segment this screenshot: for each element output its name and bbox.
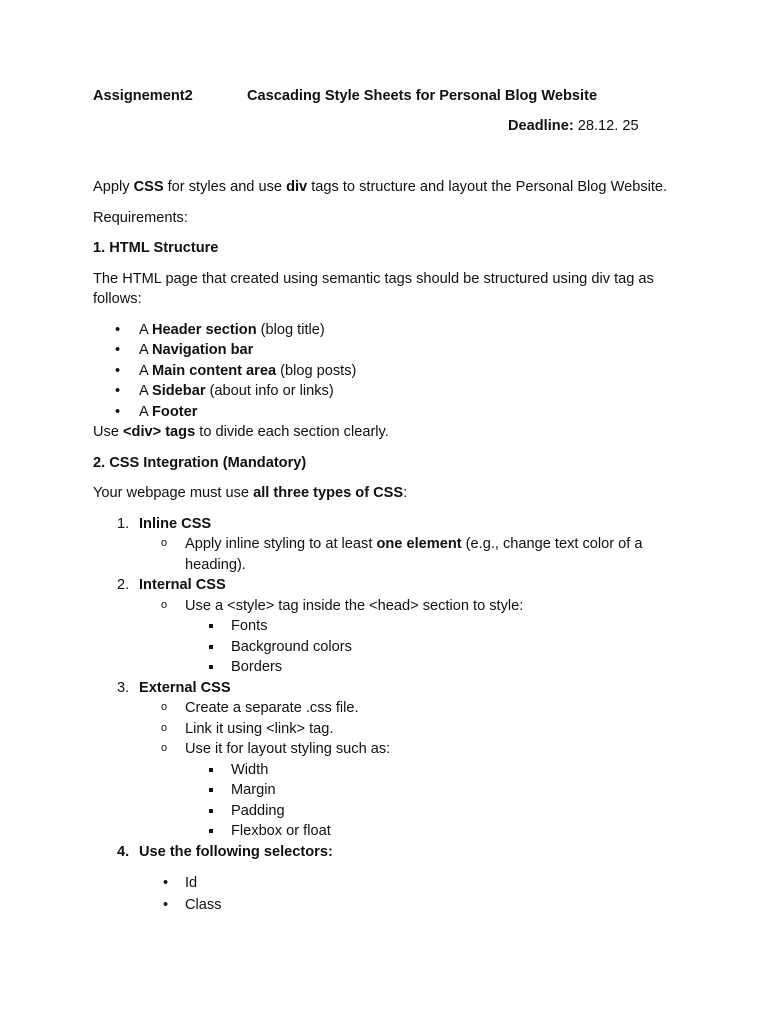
structure-list <box>93 320 693 423</box>
list-item: • A Main content area (blog posts) <box>93 361 693 382</box>
list-item: • A Footer <box>93 402 693 423</box>
list-item: • A Header section (blog title) <box>93 320 693 341</box>
deadline-row <box>93 116 693 136</box>
list-item: • Class <box>93 894 693 916</box>
list-item-selectors <box>93 842 693 863</box>
list-number: 4. <box>117 843 130 860</box>
list-item-inline-css <box>93 514 693 576</box>
sub-sub-list <box>185 616 693 678</box>
list-item-title: Inline CSS <box>139 515 212 532</box>
list-item: • A Sidebar (about info or links) <box>93 381 693 402</box>
intro-text: for styles and use <box>163 179 287 195</box>
sub-list-item: o Link it using <link> tag. <box>139 719 693 740</box>
sub-list-item: o Create a separate .css file. <box>139 698 693 719</box>
document-title: Cascading Style Sheets for Personal Blog Website <box>247 88 598 104</box>
list-item-internal-css <box>93 575 693 678</box>
section1-heading: 1. HTML Structure <box>93 240 219 256</box>
list-item-title: Internal CSS <box>139 577 226 593</box>
section2-intro: Your webpage must use all three types of CSS: <box>93 485 408 501</box>
title-row <box>93 86 693 106</box>
deadline <box>508 116 639 137</box>
intro-text: Apply <box>93 179 134 195</box>
css-types-list <box>93 514 693 863</box>
sub-list <box>139 534 693 575</box>
deadline-label: Deadline: <box>508 118 574 134</box>
list-item: • Id <box>93 872 693 894</box>
list-item-title: External CSS <box>139 679 231 696</box>
list-number: 3. <box>117 679 130 696</box>
sub-list-item: o Use it for layout styling such as: Width Margin Padding Flexbox or float <box>139 739 693 842</box>
sub-sub-list-item: Background colors <box>185 637 693 658</box>
section2-heading: 2. CSS Integration (Mandatory) <box>93 454 307 471</box>
sub-sub-list-item: Flexbox or float <box>185 821 693 842</box>
section1-note: Use <div> tags to divide each section clearly. <box>93 424 389 440</box>
list-item: • A Navigation bar <box>93 340 693 361</box>
deadline-value: 28.12. 25 <box>573 118 639 134</box>
selectors-list <box>93 872 693 916</box>
list-item-title: Use the following selectors: <box>139 843 333 860</box>
sub-list <box>139 596 693 678</box>
intro-paragraph <box>93 177 693 198</box>
intro-text: tags to structure and layout the Personal Blog Website. <box>307 179 668 195</box>
sub-list-item: o Use a <style> tag inside the <head> section to style: Fonts Background colors Borders <box>139 596 693 678</box>
sub-list-item: o Apply inline styling to at least one element (e.g., change text color of a heading). <box>139 534 693 575</box>
sub-list <box>139 698 693 842</box>
list-number: 2. <box>117 577 130 593</box>
intro-bold: CSS <box>133 179 164 195</box>
sub-sub-list-item: Borders <box>185 657 693 678</box>
sub-sub-list-item: Fonts <box>185 616 693 637</box>
section1-description: The HTML page that created using semantic tags should be structured using div tag as follows: <box>93 270 654 307</box>
requirements-label: Requirements: <box>93 209 188 226</box>
document-page <box>93 86 693 916</box>
list-item-external-css <box>93 678 693 842</box>
list-number: 1. <box>117 515 130 532</box>
sub-sub-list-item: Margin <box>185 780 693 801</box>
sub-sub-list-item: Width <box>185 760 693 781</box>
intro-bold: div <box>286 179 308 195</box>
sub-sub-list-item: Padding <box>185 801 693 822</box>
sub-sub-list <box>185 760 693 842</box>
assignment-label: Assignement2 <box>93 88 193 104</box>
